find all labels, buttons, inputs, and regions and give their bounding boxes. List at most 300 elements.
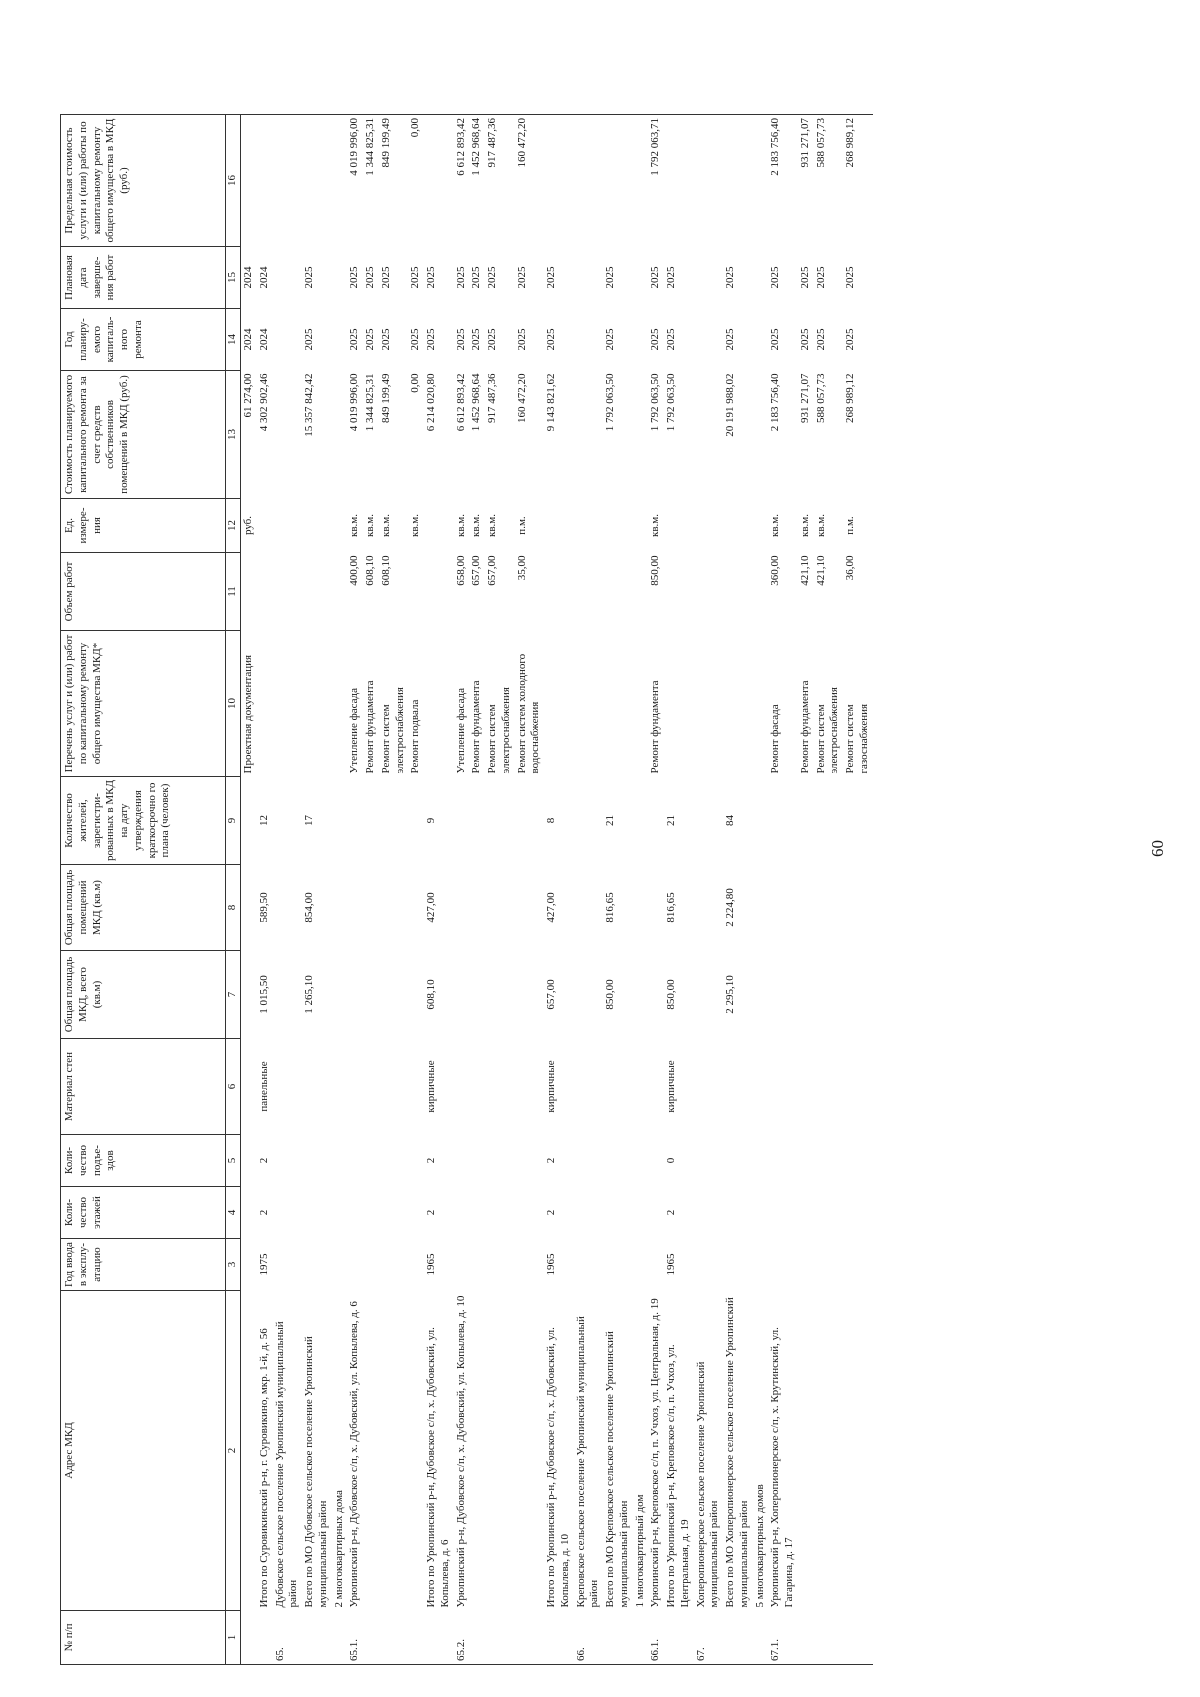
entrances-cell <box>694 1135 724 1187</box>
work-type-cell: Ремонт систем электроснабжения <box>814 687 841 774</box>
floors-cell: 2 <box>425 1209 437 1216</box>
entrances-cell <box>332 1135 348 1187</box>
completion-date-cell: 2025 <box>454 266 467 289</box>
work-type-cell <box>424 631 454 777</box>
year-built-cell <box>454 1239 470 1291</box>
table-row <box>485 115 515 1665</box>
floors-cell: 2 <box>545 1209 557 1216</box>
year-built-cell <box>241 1239 257 1291</box>
planned-year-cell <box>633 309 649 371</box>
wall-material-cell <box>694 1039 724 1135</box>
planned-year-cell: 2025 <box>364 328 376 351</box>
repair-cost-cell: 4 302 902,46 <box>257 373 270 432</box>
year-built-cell <box>408 1239 424 1291</box>
limit-cost-cell <box>633 115 649 247</box>
work-type-cell: Ремонт фундамента <box>798 680 811 774</box>
total-area-cell <box>814 951 844 1039</box>
row-number <box>485 1611 515 1665</box>
entrances-cell <box>241 1135 257 1187</box>
residents-cell <box>574 777 604 865</box>
limit-cost-cell: 6 612 893,42 <box>454 115 470 247</box>
work-volume-cell <box>603 553 633 631</box>
unit-cell <box>273 499 303 553</box>
work-volume-cell <box>332 553 348 631</box>
total-area-cell <box>515 951 545 1039</box>
floors-cell <box>515 1187 545 1239</box>
address-cell: Итого по Суровикинский р-н, г. Суровикино, мкр. 1-й, д. 56 <box>257 1328 270 1608</box>
floors-cell <box>723 1187 753 1239</box>
limit-cost-cell <box>424 115 454 247</box>
work-type-cell <box>332 631 348 777</box>
table-row <box>753 115 769 1665</box>
completion-date-cell: 2025 <box>649 266 662 289</box>
column-number: 4 <box>226 1187 241 1239</box>
address-cell: Дубовское сельское поселение Урюпинский муниципальный район <box>273 1321 300 1608</box>
work-volume-cell: 657,00 <box>486 555 498 586</box>
wall-material-cell <box>469 1039 485 1135</box>
row-number: 66. <box>574 1611 604 1665</box>
limit-cost-cell: 160 472,20 <box>515 115 545 247</box>
header-cell: Количество жителей, зарегистри-рованных в МКД на дату утверждения краткосрочно го плана (человек) <box>61 777 226 865</box>
column-number: 7 <box>226 951 241 1039</box>
residents-cell: 21 <box>604 815 616 826</box>
work-volume-cell: 360,00 <box>769 555 782 586</box>
unit-cell: кв.м. <box>769 514 782 537</box>
completion-date-cell: 2025 <box>409 266 422 289</box>
wall-material-cell <box>302 1039 332 1135</box>
limit-cost-cell: 4 019 996,00 <box>347 115 363 247</box>
wall-material-cell <box>603 1039 633 1135</box>
header-cell: Общая площадь МКД, всего (кв.м) <box>61 951 226 1039</box>
table-row <box>843 115 873 1665</box>
residents-cell: 8 <box>545 817 557 824</box>
table-row <box>273 115 303 1665</box>
header-cell: Коли-чество этажей <box>61 1187 226 1239</box>
header-cell: Год планиру-емого капиталь-ного ремонта <box>61 309 226 371</box>
floors-cell <box>379 1187 409 1239</box>
completion-date-cell: 2025 <box>604 266 616 289</box>
work-type-cell <box>302 631 332 777</box>
premises-area-cell: 816,65 <box>665 892 677 923</box>
entrances-cell <box>273 1135 303 1187</box>
completion-date-cell: 2025 <box>814 266 827 289</box>
entrances-cell <box>302 1135 332 1187</box>
repair-cost-cell: 2 183 756,40 <box>769 373 782 432</box>
limit-cost-cell <box>241 115 257 247</box>
unit-cell: кв.м. <box>348 514 361 537</box>
floors-cell <box>843 1187 873 1239</box>
unit-cell <box>332 499 348 553</box>
planned-year-cell: 2025 <box>665 328 677 351</box>
row-number <box>753 1611 769 1665</box>
row-number <box>843 1611 873 1665</box>
planned-year-cell: 2024 <box>242 328 254 351</box>
premises-area-cell <box>633 865 649 951</box>
address-cell: Урюпинский р-н, Дубовское с/п, х. Дубовский, ул. Копылева, д. 6 <box>348 1301 361 1608</box>
column-number-row <box>226 115 241 1665</box>
address-cell <box>485 1291 515 1611</box>
work-volume-cell <box>574 553 604 631</box>
table-row <box>454 115 470 1665</box>
entrances-cell <box>648 1135 664 1187</box>
work-volume-cell <box>408 553 424 631</box>
residents-cell: 12 <box>257 815 270 826</box>
table-row <box>241 115 257 1665</box>
completion-date-cell <box>633 247 649 309</box>
table-row <box>469 115 485 1665</box>
completion-date-cell <box>273 247 303 309</box>
unit-cell <box>302 499 332 553</box>
header-cell: Предельная стоимость услуги и (или) работы по капитальному ремонту общего имущества в МКД (руб.) <box>61 115 226 247</box>
address-cell: Урюпинский р-н, Креповское с/п, п. Учхоз, ул. Центральная, д. 19 <box>649 1298 662 1608</box>
work-type-cell: Утепление фасада <box>454 687 467 774</box>
work-type-cell: Ремонт систем электроснабжения <box>486 687 512 774</box>
entrances-cell <box>363 1135 379 1187</box>
table-row <box>633 115 649 1665</box>
repair-cost-cell: 9 143 821,62 <box>545 373 557 432</box>
wall-material-cell <box>332 1039 348 1135</box>
floors-cell <box>485 1187 515 1239</box>
completion-date-cell: 2025 <box>379 266 392 289</box>
table-row <box>332 115 348 1665</box>
repair-cost-cell: 6 214 020,80 <box>425 373 437 432</box>
repair-cost-cell <box>694 371 724 499</box>
row-number <box>379 1611 409 1665</box>
floors-cell <box>408 1187 424 1239</box>
limit-cost-cell: 588 057,73 <box>814 115 844 247</box>
planned-year-cell: 2025 <box>454 328 467 351</box>
total-area-cell <box>332 951 348 1039</box>
work-volume-cell: 608,10 <box>379 555 392 586</box>
row-number <box>302 1611 332 1665</box>
completion-date-cell: 2025 <box>486 266 498 289</box>
floors-cell <box>241 1187 257 1239</box>
year-built-cell <box>768 1239 798 1291</box>
entrances-cell <box>603 1135 633 1187</box>
unit-cell: п.м. <box>844 516 856 535</box>
wall-material-cell <box>574 1039 604 1135</box>
premises-area-cell <box>694 865 724 951</box>
total-area-cell: 1 265,10 <box>303 975 315 1014</box>
limit-cost-cell <box>664 115 694 247</box>
work-volume-cell <box>633 553 649 631</box>
work-volume-cell <box>753 553 769 631</box>
row-number <box>515 1611 545 1665</box>
row-number <box>603 1611 633 1665</box>
residents-cell <box>648 777 664 865</box>
residents-cell <box>379 777 409 865</box>
limit-cost-cell: 1 344 825,31 <box>363 115 379 247</box>
premises-area-cell <box>798 865 814 951</box>
premises-area-cell: 427,00 <box>425 892 437 923</box>
residents-cell <box>694 777 724 865</box>
table-row <box>664 115 694 1665</box>
residents-cell: 17 <box>303 815 315 826</box>
work-volume-cell: 657,00 <box>470 555 483 586</box>
limit-cost-cell <box>257 115 273 247</box>
entrances-cell <box>798 1135 814 1187</box>
repair-cost-cell: 4 019 996,00 <box>348 373 361 432</box>
year-built-cell <box>273 1239 303 1291</box>
planned-year-cell: 2025 <box>379 328 392 351</box>
floors-cell <box>273 1187 303 1239</box>
header-cell: Общая площадь помещений МКД (кв.м) <box>61 865 226 951</box>
repair-cost-cell: 20 191 988,02 <box>724 373 736 437</box>
planned-year-cell: 2025 <box>425 328 437 351</box>
table-row <box>379 115 409 1665</box>
address-cell <box>814 1291 844 1611</box>
planned-year-cell: 2025 <box>545 328 557 351</box>
work-type-cell: Ремонт систем газоснабжения <box>844 703 870 774</box>
unit-cell <box>694 499 724 553</box>
premises-area-cell <box>408 865 424 951</box>
year-built-cell: 1965 <box>545 1253 557 1276</box>
row-number: 65. <box>273 1611 303 1665</box>
year-built-cell <box>469 1239 485 1291</box>
completion-date-cell <box>753 247 769 309</box>
table-row <box>515 115 545 1665</box>
address-cell: 1 многоквартирный дом <box>633 1494 646 1608</box>
entrances-cell <box>469 1135 485 1187</box>
completion-date-cell <box>694 247 724 309</box>
header-cell: Материал стен <box>61 1039 226 1135</box>
work-type-cell <box>753 631 769 777</box>
repair-cost-cell: 6 612 893,42 <box>454 373 467 432</box>
premises-area-cell <box>768 865 798 951</box>
planned-year-cell <box>332 309 348 371</box>
repair-cost-cell: 1 792 063,50 <box>665 373 677 432</box>
entrances-cell <box>515 1135 545 1187</box>
total-area-cell <box>843 951 873 1039</box>
year-built-cell <box>574 1239 604 1291</box>
address-cell: Всего по МО Дубовское сельское поселение Урюпинский муниципальный район <box>303 1336 329 1608</box>
residents-cell <box>753 777 769 865</box>
row-number: 66.1. <box>648 1611 664 1665</box>
planned-year-cell: 2025 <box>486 328 498 351</box>
work-volume-cell: 421,10 <box>798 555 811 586</box>
row-number <box>241 1611 257 1665</box>
residents-cell: 84 <box>724 815 736 826</box>
floors-cell: 2 <box>257 1209 270 1216</box>
entrances-cell <box>454 1135 470 1187</box>
entrances-cell <box>379 1135 409 1187</box>
entrances-cell <box>633 1135 649 1187</box>
total-area-cell <box>798 951 814 1039</box>
wall-material-cell: кирпичные <box>425 1060 437 1113</box>
planned-year-cell: 2025 <box>348 328 361 351</box>
completion-date-cell: 2024 <box>242 266 254 289</box>
wall-material-cell <box>379 1039 409 1135</box>
limit-cost-cell <box>332 115 348 247</box>
wall-material-cell <box>241 1039 257 1135</box>
planned-year-cell: 2025 <box>769 328 782 351</box>
table-row <box>302 115 332 1665</box>
completion-date-cell: 2025 <box>515 266 528 289</box>
work-volume-cell <box>257 553 273 631</box>
premises-area-cell <box>515 865 545 951</box>
address-cell <box>363 1291 379 1611</box>
floors-cell: 2 <box>665 1209 677 1216</box>
floors-cell <box>574 1187 604 1239</box>
total-area-cell <box>768 951 798 1039</box>
repair-cost-cell: 61 274,00 <box>242 373 254 418</box>
total-area-cell: 850,00 <box>665 979 677 1010</box>
wall-material-cell <box>633 1039 649 1135</box>
year-built-cell <box>332 1239 348 1291</box>
year-built-cell <box>648 1239 664 1291</box>
table-row <box>408 115 424 1665</box>
header-cell: Объем работ <box>61 553 226 631</box>
premises-area-cell <box>332 865 348 951</box>
unit-cell <box>723 499 753 553</box>
page-number: 60 <box>1148 840 1167 857</box>
completion-date-cell: 2025 <box>665 266 677 289</box>
planned-year-cell: 2025 <box>814 328 827 351</box>
work-type-cell: Ремонт фасада <box>769 704 782 774</box>
completion-date-cell <box>332 247 348 309</box>
column-number: 10 <box>226 631 241 777</box>
completion-date-cell: 2025 <box>844 266 856 289</box>
column-number: 13 <box>226 371 241 499</box>
work-volume-cell <box>302 553 332 631</box>
address-cell <box>843 1291 873 1611</box>
floors-cell <box>798 1187 814 1239</box>
completion-date-cell: 2025 <box>303 266 315 289</box>
wall-material-cell: панельные <box>257 1061 270 1112</box>
column-number: 3 <box>226 1239 241 1291</box>
address-cell: Урюпинский р-н, Хоперопионерское с/п, х. Крутинский, ул. Гагарина, д. 17 <box>769 1327 795 1608</box>
total-area-cell <box>241 951 257 1039</box>
year-built-cell <box>363 1239 379 1291</box>
year-built-cell <box>753 1239 769 1291</box>
unit-cell: кв.м. <box>486 514 498 537</box>
repair-cost-cell: 160 472,20 <box>515 373 528 423</box>
floors-cell <box>753 1187 769 1239</box>
work-volume-cell <box>723 553 753 631</box>
address-cell: Итого по Урюпинский р-н, Креповское с/п, п. Учхоз, ул. Центральная, д. 19 <box>665 1344 691 1608</box>
premises-area-cell <box>485 865 515 951</box>
entrances-cell <box>843 1135 873 1187</box>
year-built-cell <box>485 1239 515 1291</box>
row-number <box>723 1611 753 1665</box>
column-number: 5 <box>226 1135 241 1187</box>
planned-year-cell: 2025 <box>604 328 616 351</box>
column-number: 8 <box>226 865 241 951</box>
wall-material-cell <box>515 1039 545 1135</box>
entrances-cell <box>753 1135 769 1187</box>
year-built-cell <box>379 1239 409 1291</box>
residents-cell <box>454 777 470 865</box>
residents-cell: 9 <box>425 817 437 824</box>
total-area-cell <box>469 951 485 1039</box>
premises-area-cell: 816,65 <box>604 892 616 923</box>
repair-cost-cell: 268 989,12 <box>844 373 856 423</box>
year-built-cell <box>302 1239 332 1291</box>
premises-area-cell <box>363 865 379 951</box>
residents-cell <box>332 777 348 865</box>
year-built-cell <box>633 1239 649 1291</box>
completion-date-cell: 2025 <box>364 266 376 289</box>
floors-cell <box>694 1187 724 1239</box>
premises-area-cell <box>347 865 363 951</box>
residents-cell <box>485 777 515 865</box>
header-cell: Адрес МКД <box>61 1291 226 1611</box>
floors-cell <box>768 1187 798 1239</box>
table-row <box>694 115 724 1665</box>
address-cell: 5 многоквартирных домов <box>753 1484 766 1608</box>
completion-date-cell <box>574 247 604 309</box>
work-type-cell <box>273 631 303 777</box>
floors-cell <box>302 1187 332 1239</box>
row-number <box>408 1611 424 1665</box>
table-row <box>798 115 814 1665</box>
total-area-cell <box>694 951 724 1039</box>
column-number: 11 <box>226 553 241 631</box>
header-cell: Перечень услуг и (или) работ по капитальному ремонту общего имущества МКД* <box>61 631 226 777</box>
completion-date-cell: 2025 <box>348 266 361 289</box>
limit-cost-cell <box>574 115 604 247</box>
work-volume-cell <box>241 553 257 631</box>
total-area-cell: 2 295,10 <box>724 975 736 1014</box>
completion-date-cell: 2025 <box>724 266 736 289</box>
address-cell: Итого по Урюпинский р-н, Дубовское с/п, х. Дубовский, ул. Копылева, д. 10 <box>545 1327 571 1608</box>
limit-cost-cell <box>694 115 724 247</box>
floors-cell <box>347 1187 363 1239</box>
total-area-cell <box>454 951 470 1039</box>
limit-cost-cell: 0,00 <box>408 115 424 247</box>
work-volume-cell: 850,00 <box>649 555 662 586</box>
address-cell: Креповское сельское поселение Урюпинский муниципальный район <box>574 1316 601 1608</box>
address-cell: Итого по Урюпинский р-н, Дубовское с/п, х. Дубовский, ул. Копылева, д. 6 <box>425 1327 451 1608</box>
work-volume-cell: 608,10 <box>364 555 376 586</box>
unit-cell: кв.м. <box>454 514 467 537</box>
work-type-cell <box>694 631 724 777</box>
work-volume-cell <box>544 553 574 631</box>
year-built-cell <box>603 1239 633 1291</box>
row-number <box>814 1611 844 1665</box>
work-volume-cell: 400,00 <box>348 555 361 586</box>
planned-year-cell <box>753 309 769 371</box>
wall-material-cell <box>798 1039 814 1135</box>
repair-cost-cell <box>332 371 348 499</box>
planned-year-cell <box>273 309 303 371</box>
limit-cost-cell: 2 183 756,40 <box>768 115 798 247</box>
planned-year-cell: 2025 <box>649 328 662 351</box>
entrances-cell <box>814 1135 844 1187</box>
limit-cost-cell: 268 989,12 <box>843 115 873 247</box>
wall-material-cell <box>843 1039 873 1135</box>
premises-area-cell <box>454 865 470 951</box>
row-number <box>363 1611 379 1665</box>
work-type-cell: Проектная документация <box>242 654 254 774</box>
table-row <box>574 115 604 1665</box>
work-type-cell <box>664 631 694 777</box>
premises-area-cell <box>469 865 485 951</box>
residents-cell <box>241 777 257 865</box>
address-cell <box>469 1291 485 1611</box>
address-cell: Всего по МО Хоперопионерское сельское поселение Урюпинский муниципальный район <box>724 1297 750 1608</box>
unit-cell <box>753 499 769 553</box>
residents-cell <box>814 777 844 865</box>
entrances-cell <box>768 1135 798 1187</box>
floors-cell <box>469 1187 485 1239</box>
planned-year-cell: 2025 <box>303 328 315 351</box>
unit-cell <box>424 499 454 553</box>
entrances-cell <box>347 1135 363 1187</box>
wall-material-cell <box>768 1039 798 1135</box>
work-volume-cell: 658,00 <box>454 555 467 586</box>
address-cell: Хоперопионерское сельское поселение Урюпинский муниципальный район <box>694 1361 721 1608</box>
